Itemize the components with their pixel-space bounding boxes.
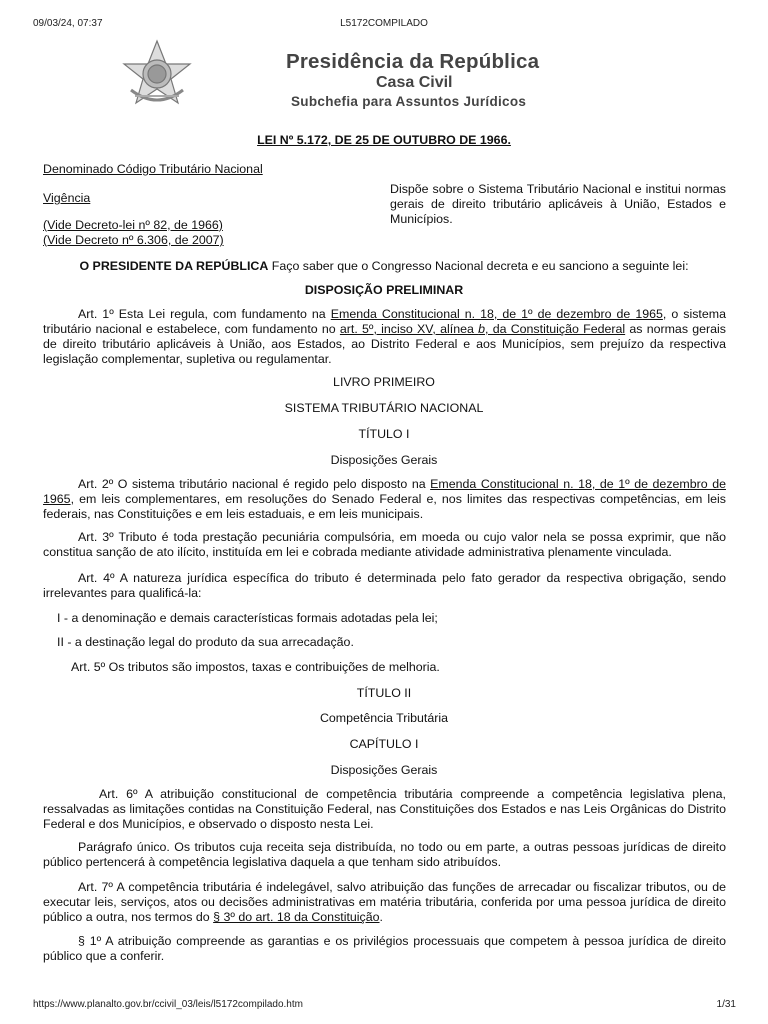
preamble-text: Faço saber que o Congresso Nacional decreta e eu sanciono a seguinte lei: [268,259,689,273]
art7-text-a: Art. 7º A competência tributária é indelegável, salvo atribuição das funções de arrecadar ou fiscalizar tributos, ou de executar leis, serviços, atos ou decisões administrativas em matéria tributária, conferida por uma pessoa jurídica de direito público a outra, nos termos do [43,880,726,924]
article-3: Art. 3º Tributo é toda prestação pecuniária compulsória, em moeda ou cujo valor nela se possa exprimir, que não constitua sanção de ato ilícito, instituída em lei e cobrada mediante atividade administrativa plenamente vinculada. [43,530,726,559]
emenda-link-2[interactable]: Emenda Constitucional n. 18, de 1º de dezembro de 1965 [43,477,726,506]
titulo-1-heading: TÍTULO I [358,427,410,441]
art7-text-b: . [379,910,383,924]
paragrafo-1: § 1º A atribuição compreende as garantias e os privilégios processuais que competem à pessoa jurídica de direito público que a conferir. [43,934,726,963]
capitulo-1-heading: CAPÍTULO I [349,737,419,751]
sub-title: Subchefia para Assuntos Jurídicos [291,94,527,109]
competencia-heading: Competência Tributária [319,711,449,725]
vide-decreto-lei-link[interactable]: (Vide Decreto-lei nº 82, de 1966) [43,218,223,232]
print-url: https://www.planalto.gov.br/ccivil_03/leis/l5172compilado.htm [33,999,303,1010]
print-page-number: 1/31 [716,999,736,1010]
disposicoes-gerais-heading-2: Disposições Gerais [330,763,438,777]
art2-text-b: , em leis complementares, em resoluções do Senado Federal e, nos limites das respectivas competências, em leis federais, nas Constituições e em leis estaduais, e em leis municipais. [43,492,726,521]
art2-text-a: Art. 2º O sistema tributário nacional é regido pelo disposto na [78,477,431,491]
section-heading: DISPOSIÇÃO PRELIMINAR [304,283,464,297]
art1-link-part-c: , da Constituição Federal [485,322,626,336]
livro-heading: LIVRO PRIMEIRO [333,375,435,389]
print-timestamp: 09/03/24, 07:37 [33,18,103,29]
dept-title: Casa Civil [376,74,453,91]
print-doc-title: L5172COMPILADO [340,18,428,29]
article-7 [43,880,726,925]
paragrafo-unico: Parágrafo único. Os tributos cuja receita seja distribuída, no todo ou em parte, a outras pessoas jurídicas de direito público pertencerá à competência legislativa daquela a que tenham sido atribuídos. [43,840,726,869]
vigencia-link[interactable]: Vigência [43,191,91,205]
vide-decreto-link[interactable]: (Vide Decreto nº 6.306, de 2007) [43,233,224,247]
org-title: Presidência da República [286,50,540,73]
art1-link-part-a: art. 5º, inciso XV, alínea [339,322,479,336]
law-title: LEI Nº 5.172, DE 25 DE OUTUBRO DE 1966. [257,133,511,147]
art1-text-b: , o sistema tributário nacional e estabelece, com fundamento no [43,307,726,336]
ementa: Dispõe sobre o Sistema Tributário Nacional e institui normas gerais de direito tributário aplicáveis à União, Estados e Municípios. [390,182,726,226]
inciso-1: I - a denominação e demais características formais adotadas pela lei; [57,611,438,625]
article-4: Art. 4º A natureza jurídica específica do tributo é determinada pelo fato gerador da respectiva obrigação, sendo irrelevantes para qualificá-la: [43,571,726,600]
art1-text-c: as normas gerais de direito tributário aplicáveis à União, aos Estados, ao Distrito Federal e aos Municípios, sem prejuízo da respectiva legislação complementar, supletiva ou regulamentar. [43,322,726,366]
emenda-link[interactable]: Emenda Constitucional n. 18, de 1º de dezembro de 1965 [330,307,663,321]
preamble [0,259,768,274]
denominado-link[interactable]: Denominado Código Tributário Nacional [43,162,263,176]
article-1 [43,307,726,367]
art1-link-part-b: b [478,322,486,336]
inciso-2: II - a destinação legal do produto da sua arrecadação. [57,635,354,649]
sistema-heading: SISTEMA TRIBUTÁRIO NACIONAL [284,401,484,415]
article-2 [43,477,726,522]
art1-text-a: Art. 1º Esta Lei regula, com fundamento na [78,307,331,321]
article-5: Art. 5º Os tributos são impostos, taxas e contribuições de melhoria. [71,660,440,674]
constituicao-art18-link[interactable]: § 3º do art. 18 da Constituição [213,910,380,924]
preamble-bold: O PRESIDENTE DA REPÚBLICA [79,259,269,273]
brasao-icon [121,38,193,110]
disposicoes-gerais-heading: Disposições Gerais [330,453,438,467]
article-6: Art. 6º A atribuição constitucional de competência tributária compreende a competência legislativa plena, ressalvadas as limitações contidas na Constituição Federal, nas Constituições dos Estados e nas Leis Orgânicas do Distrito Federal e dos Municípios, e observado o disposto nesta Lei. [43,787,726,831]
titulo-2-heading: TÍTULO II [356,686,412,700]
constituicao-link[interactable] [340,322,625,336]
